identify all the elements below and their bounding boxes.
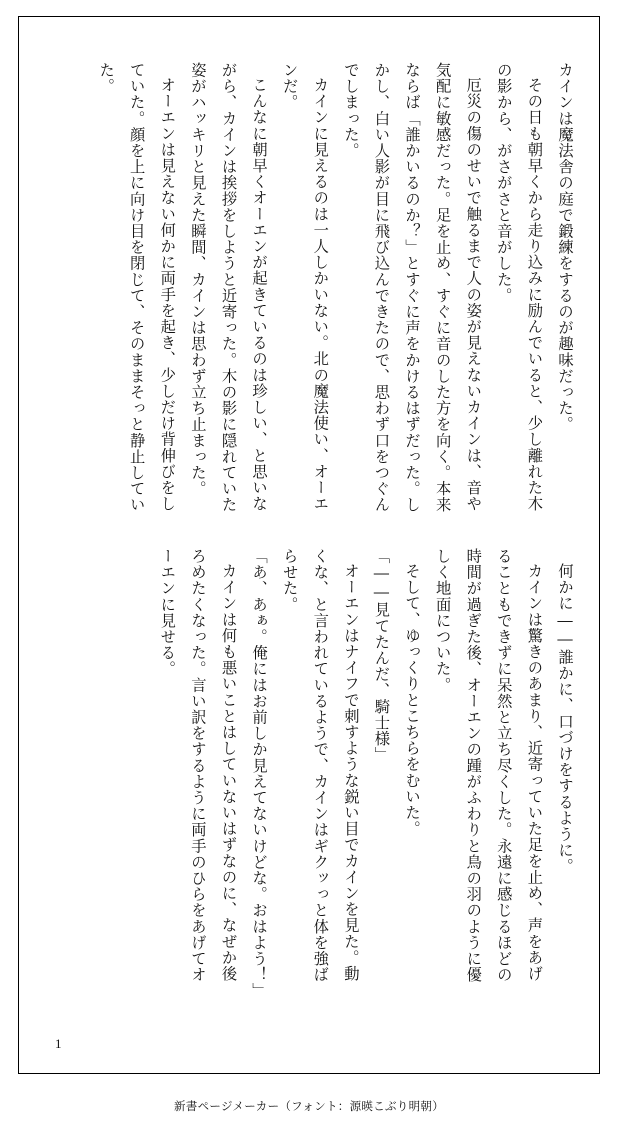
paragraph: オーエンはナイフで刺すような鋭い目でカインを見た。動くな、と言われているようで、カインはギクッっと体を強ばらせた。 — [280, 548, 360, 983]
paragraph: そして、ゆっくりとこちらをむいた。 — [403, 563, 422, 837]
paragraph: 何かに――誰かに、口づけをするように。 — [556, 563, 574, 875]
text-block-bottom — [40, 548, 580, 999]
paragraph: カインは魔法舎の庭で鍛練をするのが趣味だった。 — [556, 62, 574, 433]
paragraph-dialogue: 「――見てたんだ、騎士様」 — [372, 548, 391, 763]
page-number: 1 — [55, 1036, 62, 1051]
paragraph: カインは何も悪いことはしていないはずなのに、なぜか後ろめたくなった。言い訳をするように両手のひらをあげてオーエンに見せる。 — [158, 548, 238, 983]
paragraph: こんなに朝早くオーエンが起きているのは珍しい、と思いながら、カインは挨拶をしようと近寄った。木の影に隠れていた姿がハッキリと見えた瞬間、カインは思わず立ち止まった。 — [188, 62, 269, 513]
paragraph: オーエンは見えない何かに両手を起き、少しだけ背伸びをしていた。顔を上に向け目を閉じて、そのままそっと静止していた。 — [97, 62, 177, 513]
paragraph: カインに見えるのは一人しかいない。北の魔法使い、オーエンだ。 — [280, 62, 330, 512]
paragraph: その日も朝早くから走り込みに励んでいると、少し離れた木の影から、がさがさと音がした。 — [494, 62, 544, 512]
paragraph: カインは驚きのあまり、近寄っていた足を止め、声をあげることもできずに呆然と立ち尽くした。永遠に感じるほどの時間が過ぎた後、オーエンの踵がふわりと鳥の羽のように優しく地面についた。 — [433, 548, 544, 983]
paragraph: 厄災の傷のせいで触るまで人の姿が見えないカインは、音や気配に敏感だった。足を止め、すぐに音のした方を向く。本来ならば「誰かいるのか？」とすぐに声をかけるはずだった。しかし、白い人影が目に飛び込んできたので、思わず口をつぐんでしまった。 — [341, 62, 483, 513]
text-block-top — [40, 62, 580, 527]
paragraph-dialogue: 「あ、あぁ。俺にはお前しか見えてないけどな。おはよう！」 — [250, 548, 269, 999]
footer-credit: 新書ページメーカー（フォント：源暎こぶり明朝） — [173, 1099, 445, 1113]
